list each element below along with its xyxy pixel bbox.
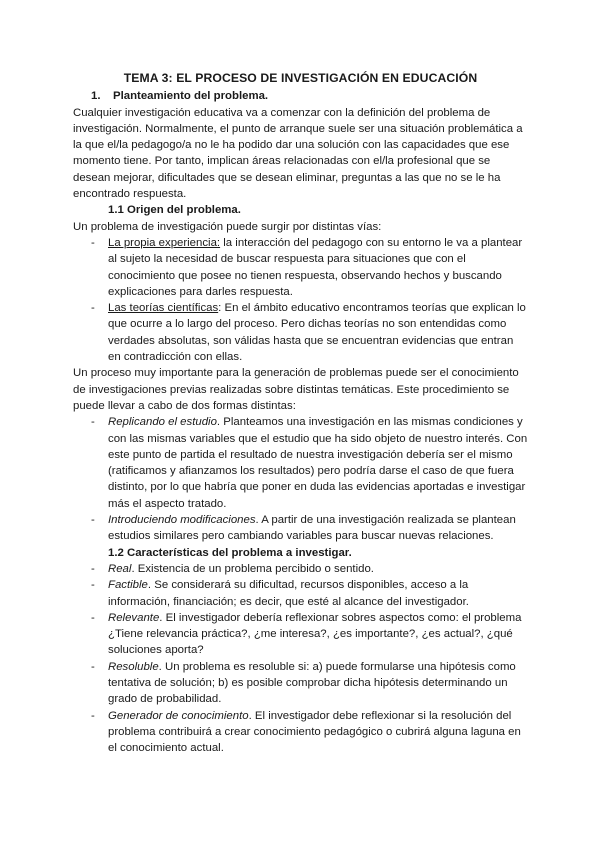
section-heading	[91, 88, 528, 104]
list-item	[73, 512, 528, 545]
item-text: . Planteamos una investigación en las mismas condiciones y con las mismas variables que el estudio que ha sido objeto de nuestro interés. Con este punto de partida el resultado de nuestra investigación debería ser el mismo (ratificamos y afianzamos los resultados) pero podría darse el caso de que fuera distinto, por lo que habría que poner en duda las evidencias aportadas e investigar más el aspecto tratado.	[108, 416, 528, 510]
item-text: . Existencia de un problema percibido o sentido.	[131, 562, 374, 575]
origen-paragraph-2: Un proceso muy importante para la generación de problemas puede ser el conocimiento de investigaciones previas realizadas sobre distintas temáticas. Este procedimiento se puede llevar a cabo de dos formas distintas:	[73, 367, 519, 412]
list-item	[73, 577, 528, 610]
subsection-heading-caracteristicas: 1.2 Características del problema a investigar.	[108, 546, 352, 559]
item-text: . El investigador debería reflexionar sobres aspectos como: el problema ¿Tiene relevancia práctica?, ¿me interesa?, ¿es importante?, ¿es actual?, ¿qué soluciones aporta?	[108, 611, 522, 657]
item-term: Resoluble	[108, 660, 159, 673]
list-item	[73, 659, 528, 708]
section-heading-text: Planteamiento del problema.	[113, 90, 269, 103]
list-item	[73, 708, 528, 757]
item-term: Generador de conocimiento	[108, 709, 249, 722]
item-term: Las teorías científicas	[108, 302, 219, 315]
caracteristicas-list	[73, 561, 528, 757]
item-term: Replicando el estudio	[108, 416, 217, 429]
list-item	[73, 300, 528, 365]
document-page	[73, 70, 528, 756]
item-text: : En el ámbito educativo encontramos teorías que explican lo que ocurre a lo largo del proceso. Pero dichas teorías no son entendidas como verdades absolutas, son válidas hasta que se encuentran evidencias que entran en contradicción con ellas.	[108, 302, 526, 364]
page-title: TEMA 3: EL PROCESO DE INVESTIGACIÓN EN EDUCACIÓN	[123, 71, 478, 85]
item-text: . A partir de una investigación realizada se plantean estudios similares pero cambiando variables para buscar nuevas relaciones.	[108, 514, 516, 543]
item-term: La propia experiencia:	[108, 236, 221, 249]
section-number: 1.	[91, 90, 101, 103]
item-text: . El investigador debe reflexionar si la resolución del problema contribuirá a crear conocimiento pedagógico o cubrirá alguna laguna en el conocimiento actual.	[108, 709, 521, 755]
list-item	[73, 610, 528, 659]
item-term: Real	[108, 562, 132, 575]
list-item	[73, 414, 528, 512]
origen-intro: Un problema de investigación puede surgir por distintas vías:	[73, 220, 382, 233]
item-term: Relevante	[108, 611, 160, 624]
item-text: . Un problema es resoluble si: a) puede formularse una hipótesis como tentativa de solución; b) es posible comprobar dicha hipótesis determinando un grado de probabilidad.	[108, 660, 516, 706]
list-item	[73, 561, 528, 577]
item-term: Introduciendo modificaciones	[108, 514, 256, 527]
procedure-list	[73, 414, 528, 544]
intro-paragraph: Cualquier investigación educativa va a comenzar con la definición del problema de investigación. Normalmente, el punto de arranque suele ser una situación problemática a la que el/la pedagogo/a no le ha podido dar una solución con las capacidades que ese momento tiene. Por tanto, implican áreas relacionadas con el/la profesional que se desean mejorar, dificultades que se desean eliminar, preguntas a las que no se le ha encontrado respuesta.	[73, 106, 523, 201]
item-text: . Se considerará su dificultad, recursos disponibles, acceso a la información, financiación; es decir, que esté al alcance del investigador.	[108, 579, 469, 608]
origen-list	[73, 235, 528, 365]
item-term: Factible	[108, 579, 148, 592]
item-text: la interacción del pedagogo con su entorno le va a plantear al sujeto la necesidad de buscar respuesta para situaciones que con el conocimiento que posee no tienen respuesta, observando hechos y buscando explicaciones para darles respuesta.	[108, 236, 523, 298]
subsection-heading-origen: 1.1 Origen del problema.	[108, 204, 241, 217]
list-item	[73, 235, 528, 300]
